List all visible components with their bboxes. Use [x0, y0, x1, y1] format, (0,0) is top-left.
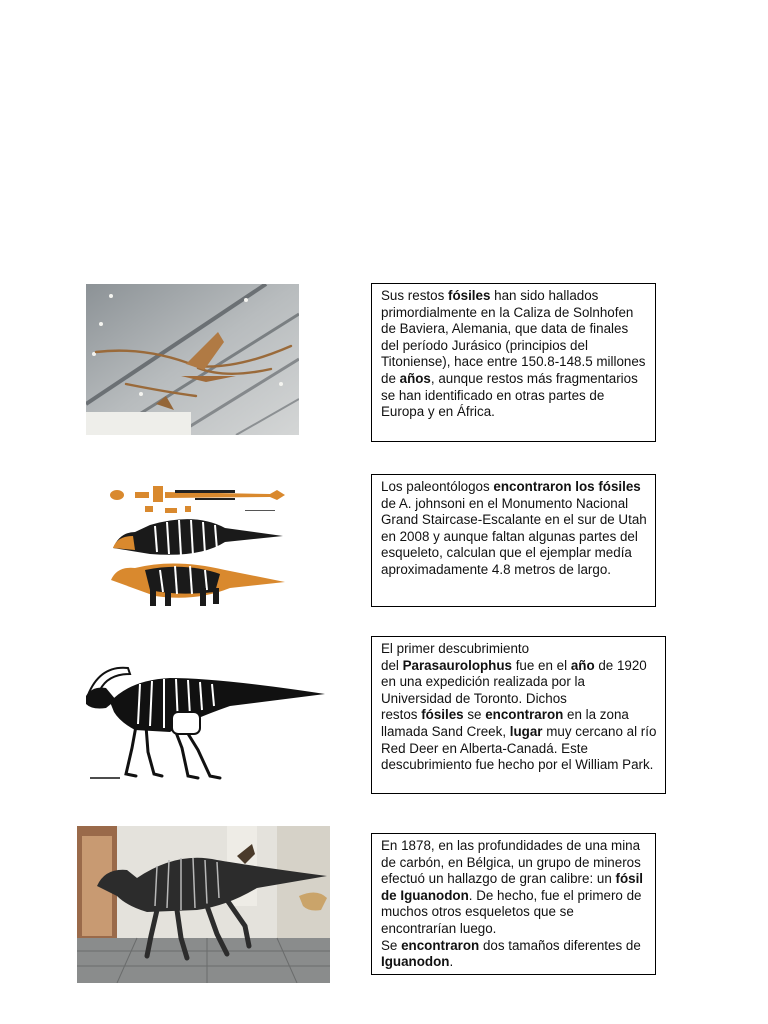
text-run: .	[449, 954, 454, 970]
paragraph	[381, 838, 647, 938]
text-run: dos tamaños diferentes de	[479, 937, 641, 953]
text-run: Sus restos	[381, 288, 448, 303]
text-run: El primer descubrimiento	[381, 641, 530, 656]
text-run: Se	[381, 937, 402, 953]
text-run: Los paleontólogos	[381, 479, 494, 494]
fossil-text-box	[371, 283, 656, 442]
bold-text: Parasaurolophus	[402, 657, 512, 673]
text-run: En 1878, en las profundidades de una mina de carbón, en Bélgica, un grupo de mineros efectuó un hallazgo de gran calibre: un	[381, 838, 641, 887]
bold-text: encontraron los fósiles	[493, 479, 641, 494]
bold-text: años	[399, 370, 431, 386]
fossil-text-box	[371, 833, 656, 975]
fossil-text	[381, 838, 647, 971]
text-run: muy cercano al río Red Deer en Alberta-Canadá. Este descubrimiento fue hecho por el William Park.	[381, 723, 657, 773]
parasaurolophus-skeleton-diagram	[80, 660, 330, 785]
iguanodon-skeleton-museum-photo	[77, 826, 330, 983]
text-run: . De hecho, fue el primero de muchos otros esqueletos que se encontrarían luego.	[381, 887, 642, 936]
fossil-text-box	[371, 636, 666, 794]
bold-text: encontraron	[485, 707, 564, 723]
fossil-text	[381, 641, 657, 774]
paragraph	[381, 658, 657, 708]
bold-text: año	[570, 657, 595, 673]
bold-text: Iguanodon	[381, 954, 450, 970]
bold-text: fósiles	[421, 707, 464, 723]
paragraph	[381, 938, 647, 971]
bold-text: encontraron	[401, 937, 480, 953]
fossil-text	[381, 288, 647, 421]
text-run: , aunque restos más fragmentarios se han identificado en otras partes de Europa y en África.	[381, 370, 638, 420]
text-run: en la zona llamada Sand Creek,	[381, 707, 629, 739]
pterodactyl-skeleton-museum-photo	[86, 284, 299, 435]
text-run: restos	[381, 707, 422, 723]
fossil-text-box	[371, 474, 656, 607]
bold-text: fósiles	[447, 288, 491, 303]
text-run: fue en el	[511, 657, 571, 673]
text-run: han sido hallados primordialmente en la Caliza de Solnhofen de Baviera, Alemania, que data de finales del período Jurásico (principios del Titoniense), hace entre 150.8-148.5 millones de	[381, 288, 646, 386]
text-run: se	[463, 707, 486, 723]
text-run: de A. johnsoni en el Monumento Nacional Grand Staircase-Escalante en el sur de Utah en 2008 y aunque faltan algunas partes del esqueleto, calculan que el ejemplar medía aproximadamente 4.8 metros de largo.	[381, 495, 647, 577]
bold-text: lugar	[509, 723, 543, 739]
fossil-text	[381, 479, 647, 579]
paragraph	[381, 641, 657, 658]
ankylosaur-skeleton-diagram	[105, 470, 293, 610]
bold-text: fósil de Iguanodon	[381, 871, 644, 903]
paragraph	[381, 479, 647, 579]
text-run: de 1920 en una expedición realizada por la Universidad de Toronto. Dichos	[381, 657, 647, 706]
text-run: del	[381, 657, 403, 673]
paragraph	[381, 707, 657, 773]
paragraph	[381, 288, 647, 421]
